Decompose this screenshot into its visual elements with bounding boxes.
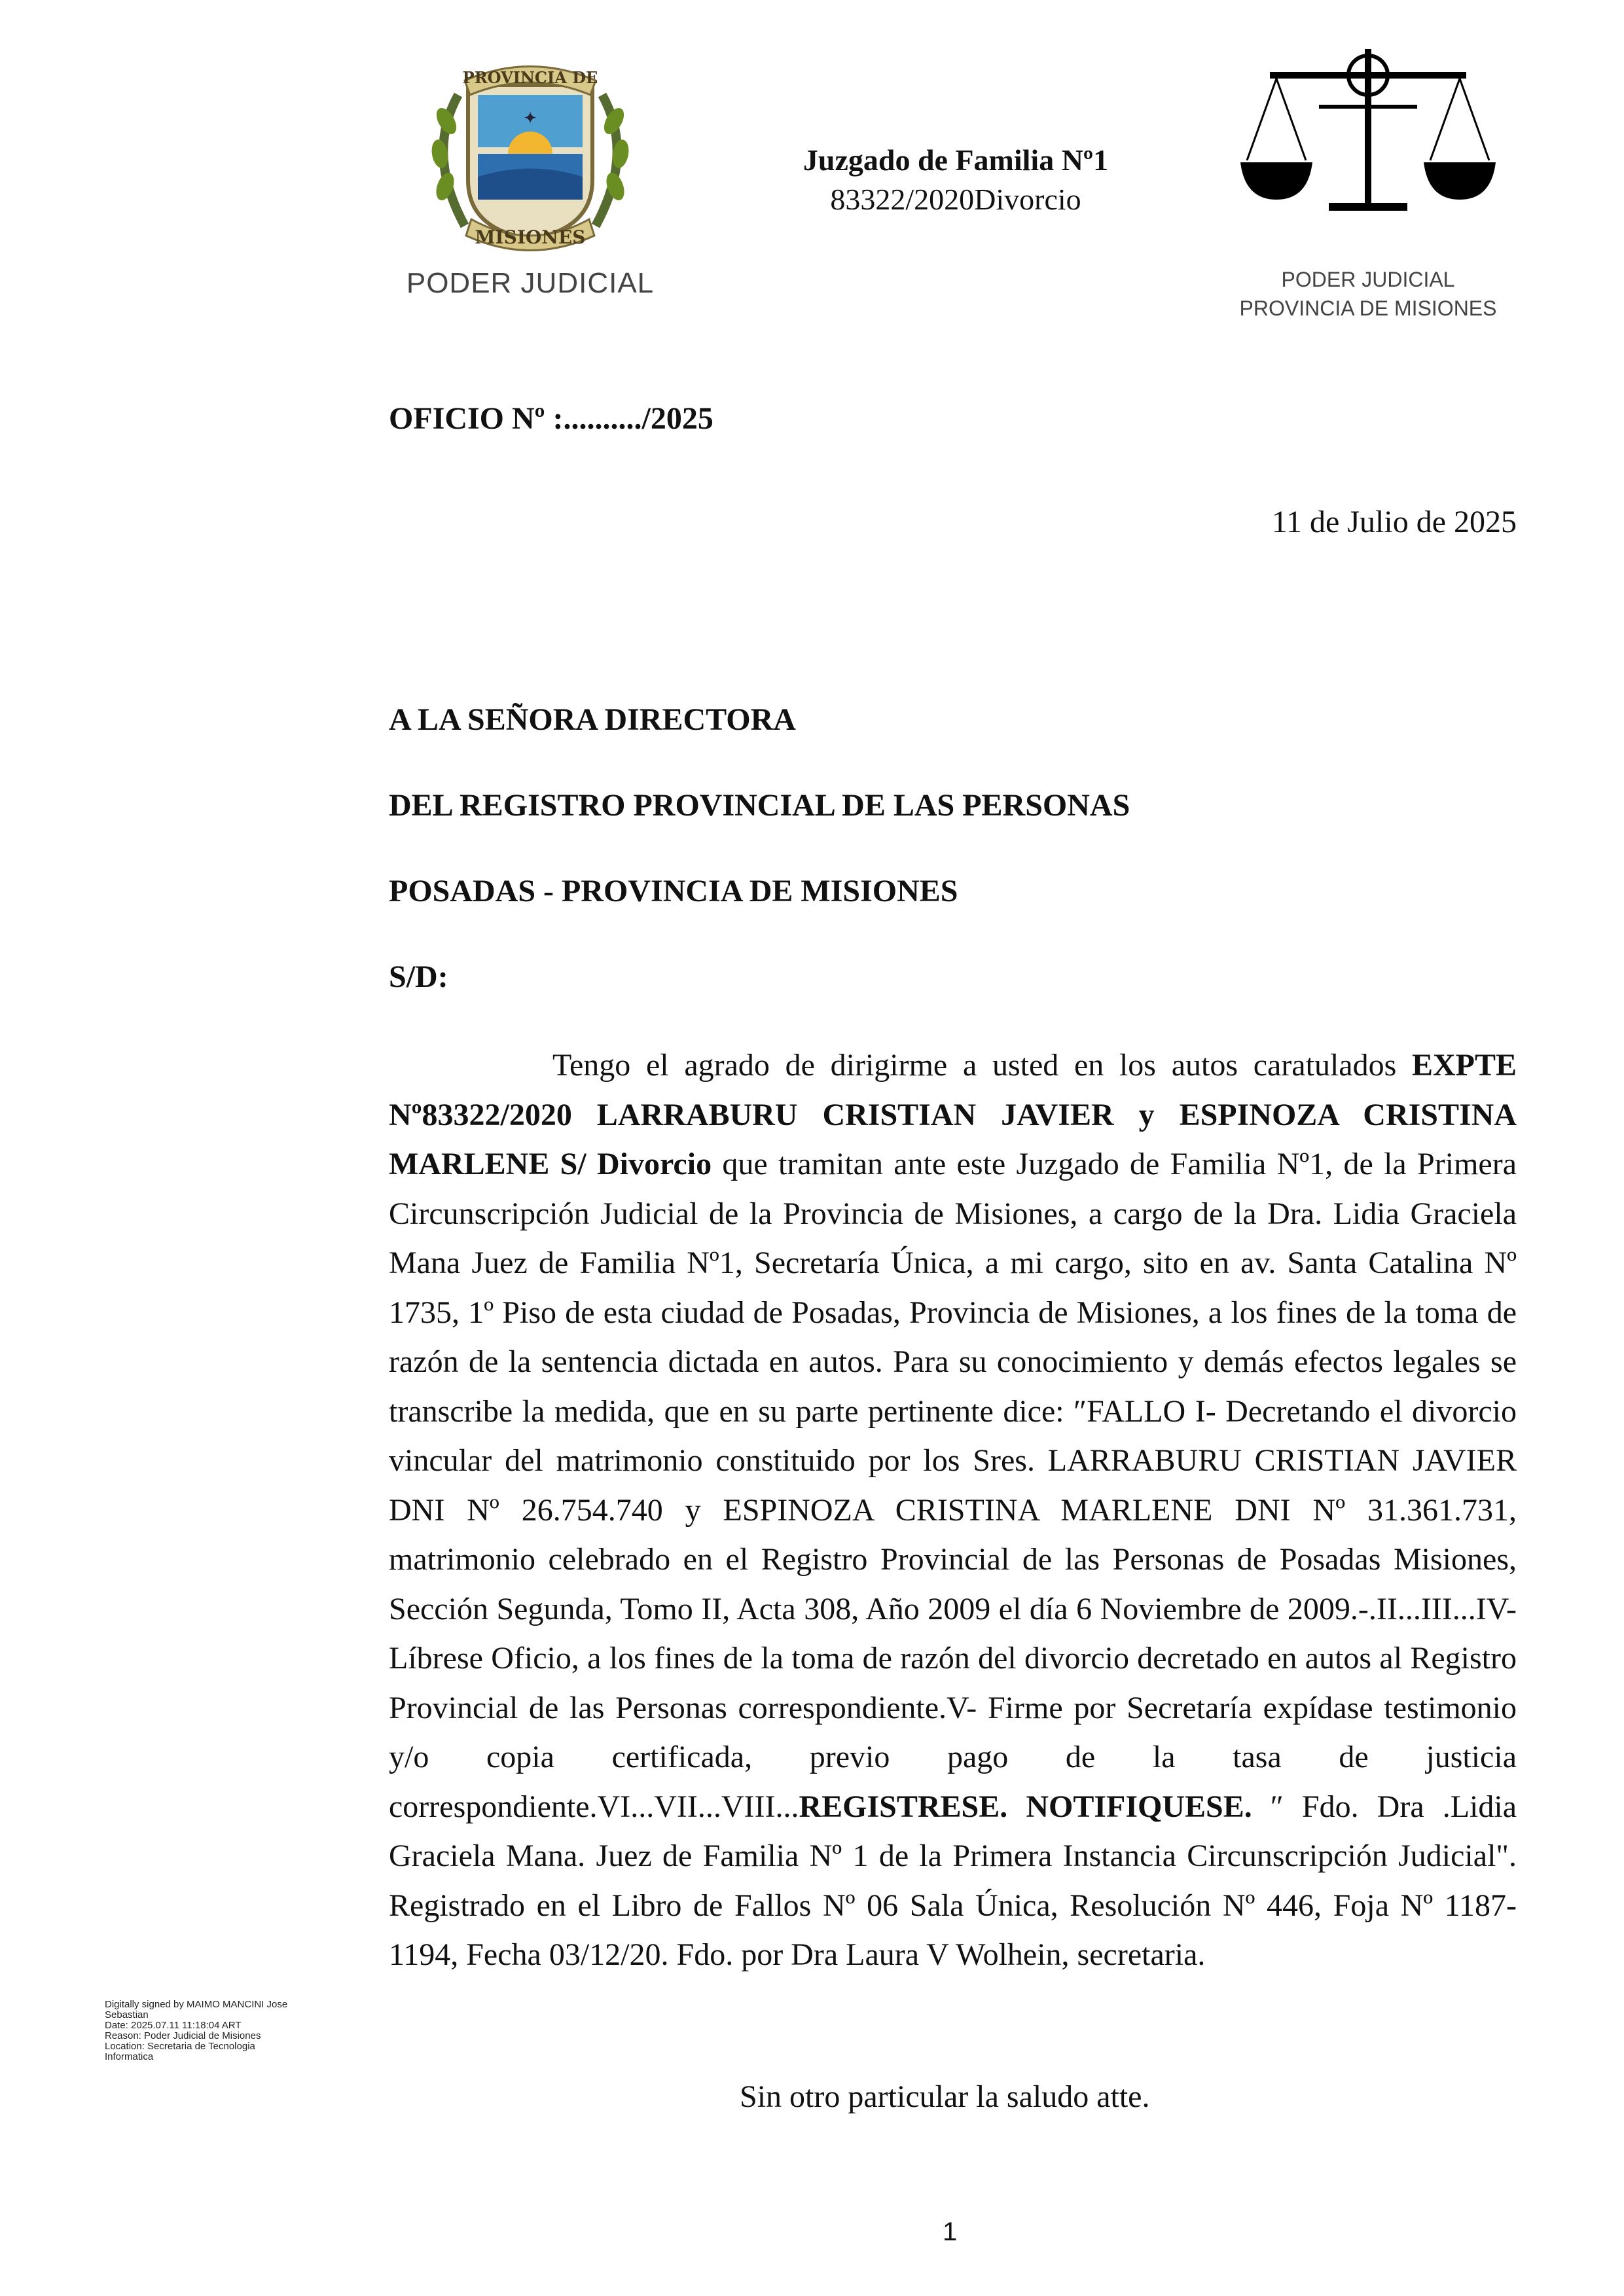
page-number: 1 [943, 2217, 958, 2246]
signature-line-5: Location: Secretaria de Tecnologia [105, 2041, 255, 2052]
document-header [687, 141, 1224, 219]
svg-text:PROVINCIA DE: PROVINCIA DE [462, 68, 598, 87]
body-paragraph [389, 1041, 1517, 1980]
svg-text:✦: ✦ [523, 109, 537, 128]
poder-judicial-seal-logo [406, 56, 655, 299]
svg-text:MISIONES: MISIONES [475, 226, 586, 248]
address-line-1: A LA SEÑORA DIRECTORA [389, 702, 796, 737]
closing-salutation: Sin otro particular la saludo atte. [740, 2079, 1150, 2114]
right-logo-caption-line1: PODER JUDICIAL [1281, 268, 1455, 291]
oficio-number: OFICIO Nº :........../2025 [389, 401, 713, 436]
address-line-3: POSADAS - PROVINCIA DE MISIONES [389, 874, 958, 908]
case-title-bold: EXPTE Nº83322/2020 LARRABURU CRISTIAN JAVIER y ESPINOZA CRISTINA MARLENE S/ Divorcio [389, 1048, 1517, 1181]
signature-line-2: Sebastian [105, 2009, 149, 2020]
digital-signature-stamp [105, 2000, 367, 2062]
right-logo-caption-line2: PROVINCIA DE MISIONES [1239, 296, 1497, 320]
address-line-2: DEL REGISTRO PROVINCIAL DE LAS PERSONAS [389, 788, 1130, 823]
case-reference: 83322/2020Divorcio [830, 183, 1081, 216]
body-text-part-2: que tramitan ante este Juzgado de Familia Nº1, de la Primera Circunscripción Judicial de la Provincia de Misiones, a cargo de la Dra. Lidia Graciela Mana Juez de Familia Nº1, Secretaría Única, a mi cargo, sito en av. Santa Catalina Nº 1735, 1º Piso de esta ciudad de Posadas, Provincia de Misiones, a los fines de la toma de razón de la sentencia dictada en autos. Para su conocimiento y demás efectos legales se transcribe la medida, que en su parte pertinente dice: ″FALLO I- Decretando el divorcio vincular del matrimonio constituido por los Sres. LARRABURU CRISTIAN JAVIER DNI Nº 26.754.740 y ESPINOZA CRISTINA MARLENE DNI Nº 31.361.731, matrimonio celebrado en el Registro Provincial de las Personas de Posadas Misiones, Sección Segunda, Tomo II, Acta 308, Año 2009 el día 6 Noviembre de 2009.-.II...III...IV- Líbrese Oficio, a los fines de la toma de razón del divorcio decretado en autos al Registro Provincial de las Personas correspondiente.V- Firme por Secretaría expídase testimonio y/o copia certificada, previo pago de la tasa de justicia correspondiente.VI...VII...VIII... [389, 1147, 1517, 1824]
document-date: 11 de Julio de 2025 [1271, 505, 1517, 539]
signature-line-1: Digitally signed by MAIMO MANCINI Jose [105, 1999, 288, 2010]
body-text-part-3: ″ Fdo. Dra .Lidia Graciela Mana. Juez de Familia Nº 1 de la Primera Instancia Circunscripción Judicial". Registrado en el Libro de Fallos Nº 06 Sala Única, Resolución Nº 446, Foja Nº 1187-1194, Fecha 03/12/20. Fdo. por Dra Laura V Wolhein, secretaria. [389, 1789, 1517, 1972]
provincial-seal-icon [406, 56, 655, 252]
left-logo-caption: PODER JUDICIAL [406, 267, 655, 299]
right-logo-caption [1231, 265, 1506, 323]
address-line-4: S/D: [389, 960, 448, 994]
signature-line-6: Informatica [105, 2051, 154, 2062]
body-text-part-1: Tengo el agrado de dirigirme a usted en los autos caratulados [552, 1048, 1412, 1083]
scales-of-justice-icon [1231, 46, 1506, 223]
signature-line-3: Date: 2025.07.11 11:18:04 ART [105, 2020, 242, 2031]
signature-line-4: Reason: Poder Judicial de Misiones [105, 2030, 261, 2041]
court-name: Juzgado de Familia Nº1 [803, 143, 1109, 177]
registrese-notifiquese-bold: REGISTRESE. NOTIFIQUESE. [799, 1789, 1252, 1824]
poder-judicial-scales-logo [1231, 46, 1506, 320]
